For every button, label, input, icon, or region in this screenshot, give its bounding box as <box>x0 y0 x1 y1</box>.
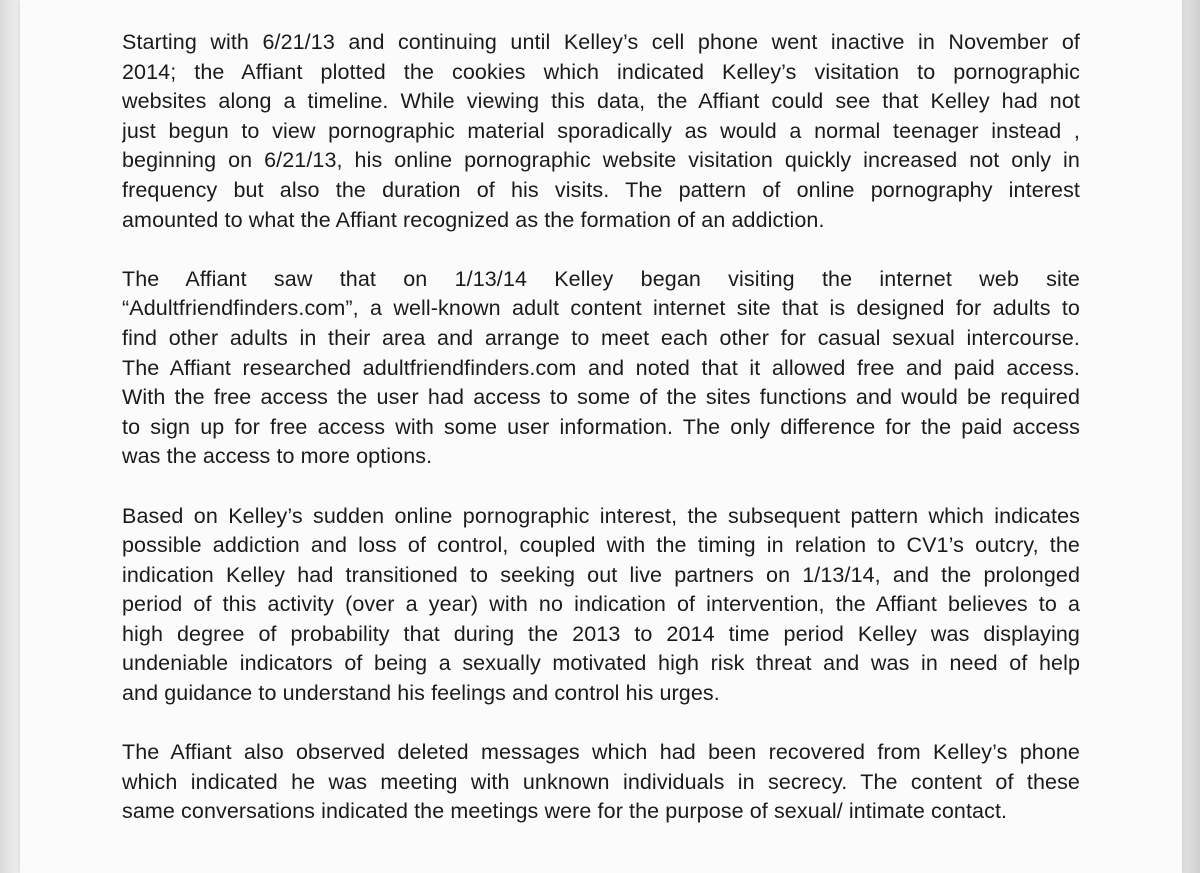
document-body <box>122 28 1080 857</box>
paragraph-line: 2014; the Affiant plotted the cookies which indicated Kelley’s visitation to pornographic <box>122 59 1080 84</box>
paragraph-line: Starting with 6/21/13 and continuing until Kelley’s cell phone went inactive in November of <box>122 30 1080 54</box>
paragraph-line: Based on Kelley’s sudden online pornographic interest, the subsequent pattern which indicates <box>122 503 1080 528</box>
paragraph-line: find other adults in their area and arrange to meet each other for casual sexual intercourse. <box>122 325 1080 350</box>
paragraph-line: and guidance to understand his feelings and control his urges. <box>122 681 720 706</box>
paragraph-line: undeniable indicators of being a sexually motivated high risk threat and was in need of help <box>122 651 1080 676</box>
paragraph-line: The Affiant researched adultfriendfinders.com and noted that it allowed free and paid access. <box>122 355 1080 380</box>
paragraph-deleted-messages <box>122 738 1080 827</box>
paragraph-line: With the free access the user had access to some of the sites functions and would be required <box>122 385 1080 410</box>
paragraph-cookies-timeline <box>122 28 1080 235</box>
paragraph-line: same conversations indicated the meetings were for the purpose of sexual/ intimate contact. <box>122 799 1008 824</box>
paragraph-line: period of this activity (over a year) with no indication of intervention, the Affiant believes to a <box>122 592 1080 617</box>
paragraph-line: websites along a timeline. While viewing this data, the Affiant could see that Kelley had not <box>122 89 1080 114</box>
paragraph-line: beginning on 6/21/13, his online pornographic website visitation quickly increased not only in <box>122 148 1080 173</box>
document-page <box>20 0 1182 873</box>
paragraph-line: possible addiction and loss of control, coupled with the timing in relation to CV1’s outcry, the <box>122 533 1080 558</box>
paragraph-line: was the access to more options. <box>122 444 433 469</box>
paragraph-line: amounted to what the Affiant recognized as the formation of an addiction. <box>122 207 825 232</box>
paragraph-line: The Affiant saw that on 1/13/14 Kelley began visiting the internet web site <box>122 266 1080 291</box>
paragraph-line: which indicated he was meeting with unknown individuals in secrecy. The content of these <box>122 769 1080 794</box>
paragraph-website-visits <box>122 265 1080 472</box>
paragraph-line: indication Kelley had transitioned to seeking out live partners on 1/13/14, and the prolonged <box>122 562 1080 587</box>
paragraph-risk-assessment <box>122 502 1080 709</box>
paragraph-line: “Adultfriendfinders.com”, a well-known adult content internet site that is designed for adults to <box>122 296 1080 321</box>
paragraph-line: frequency but also the duration of his visits. The pattern of online pornography interest <box>122 177 1080 202</box>
paragraph-line: high degree of probability that during the 2013 to 2014 time period Kelley was displaying <box>122 621 1080 646</box>
paragraph-line: to sign up for free access with some user information. The only difference for the paid access <box>122 414 1080 439</box>
paragraph-line: just begun to view pornographic material sporadically as would a normal teenager instead , <box>122 118 1080 143</box>
paragraph-line: The Affiant also observed deleted messages which had been recovered from Kelley’s phone <box>122 740 1080 765</box>
